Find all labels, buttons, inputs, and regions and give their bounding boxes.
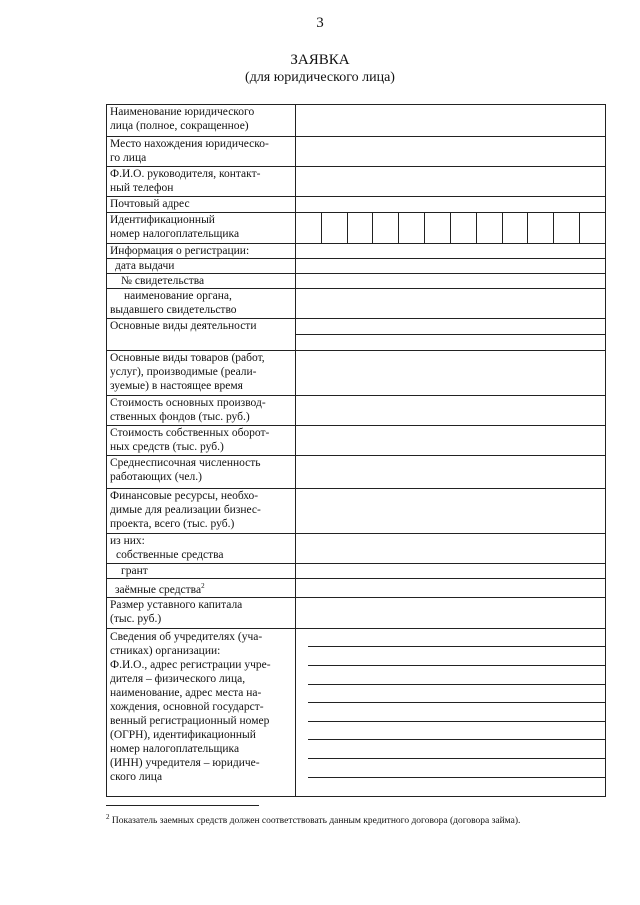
certificate-number-field[interactable]	[296, 274, 606, 289]
label-line: Ф.И.О. руководителя, контакт-	[110, 168, 261, 180]
label-line: Сведения об учредителях (уча-	[110, 630, 263, 643]
inn-digit-cell[interactable]	[554, 213, 580, 243]
borrowed-funds-field[interactable]	[296, 579, 606, 598]
form-row-issue-date	[107, 259, 606, 274]
label-line: зуемые) в настоящее время	[110, 380, 243, 392]
row-label	[107, 137, 296, 167]
form-row-own-funds	[107, 534, 606, 564]
inn-digit-cell[interactable]	[322, 213, 348, 243]
form-row-certificate-number	[107, 274, 606, 289]
label-line: Стоимость основных производ-	[110, 397, 266, 409]
activities-line[interactable]	[296, 335, 605, 350]
borrowed-funds-label: заёмные средства	[115, 583, 202, 596]
footnote-divider	[106, 805, 259, 806]
label-line: Наименование юридического	[110, 106, 255, 118]
label-line: Среднесписочная численность	[110, 457, 261, 469]
inn-digit-cells	[296, 213, 605, 243]
row-label	[107, 534, 296, 564]
label-line: Размер уставного капитала	[110, 598, 243, 611]
form-row-headcount	[107, 456, 606, 489]
row-label	[107, 456, 296, 489]
label-line: номер налогоплательщика	[110, 228, 240, 240]
inn-digit-cell[interactable]	[451, 213, 477, 243]
label-line: (ОГРН), идентификационный	[110, 728, 256, 741]
own-funds-field[interactable]	[296, 534, 606, 564]
row-label	[107, 489, 296, 534]
products-field[interactable]	[296, 351, 606, 396]
label-line: стниках) организации:	[110, 644, 221, 657]
inn-digit-cell[interactable]	[399, 213, 425, 243]
label-line: из них:	[110, 535, 145, 547]
form-row-company-name	[107, 105, 606, 137]
row-label	[107, 244, 296, 259]
label-line: номер налогоплательщика	[110, 742, 240, 755]
label-line: Идентификационный	[110, 214, 215, 226]
label-line: Стоимость собственных оборот-	[110, 427, 270, 439]
row-label	[107, 259, 296, 274]
inn-digit-cell[interactable]	[425, 213, 451, 243]
form-row-financial-resources	[107, 489, 606, 534]
footnote-marker: 2	[106, 813, 110, 821]
form-row-authorized-capital	[107, 597, 606, 628]
issuing-authority-field[interactable]	[296, 289, 606, 319]
issue-date-field[interactable]	[296, 259, 606, 274]
label-line: Почтовый адрес	[110, 198, 190, 210]
grant-field[interactable]	[296, 564, 606, 579]
label-line: ского лица	[110, 770, 163, 783]
form-row-director	[107, 167, 606, 197]
registration-info-field[interactable]	[296, 244, 606, 259]
label-line: ственных фондов (тыс. руб.)	[110, 411, 250, 423]
row-label	[107, 564, 296, 579]
founder-line[interactable]	[308, 629, 605, 648]
row-label	[107, 213, 296, 244]
form-row-location	[107, 137, 606, 167]
row-label	[107, 319, 296, 351]
label-line: Финансовые ресурсы, необхо-	[110, 490, 259, 502]
label-line: венный регистрационный номер	[110, 714, 270, 727]
label-line: наименование органа,	[124, 290, 232, 302]
director-contact-field[interactable]	[296, 167, 606, 197]
row-label	[107, 351, 296, 396]
label-line: проекта, всего (тыс. руб.)	[110, 518, 235, 530]
form-row-registration-info	[107, 244, 606, 259]
row-label	[107, 167, 296, 197]
row-label	[107, 289, 296, 319]
form-row-grant	[107, 564, 606, 579]
document-title: ЗАЯВКА	[290, 52, 350, 68]
label-line: димые для реализации бизнес-	[110, 504, 261, 516]
authorized-capital-field[interactable]	[296, 597, 606, 628]
label-line: го лица	[110, 152, 147, 164]
form-row-postal-address	[107, 197, 606, 213]
row-label	[107, 105, 296, 137]
label-line: № свидетельства	[121, 275, 205, 287]
form-row-working-capital	[107, 426, 606, 456]
label-line: работающих (чел.)	[110, 471, 202, 483]
row-label	[107, 597, 296, 628]
founder-line[interactable]	[308, 685, 605, 704]
founder-line[interactable]	[308, 666, 605, 685]
label-line	[115, 579, 293, 597]
form-row-issuing-authority	[107, 289, 606, 319]
application-form-table	[106, 104, 606, 797]
label-line: (тыс. руб.)	[110, 612, 162, 625]
form-row-main-activities	[107, 319, 606, 351]
row-label	[107, 197, 296, 213]
working-capital-field[interactable]	[296, 426, 606, 456]
company-name-field[interactable]	[296, 105, 606, 137]
label-line: дителя – физического лица,	[110, 672, 246, 685]
financial-resources-field[interactable]	[296, 489, 606, 534]
footnote-reference: 2	[201, 582, 205, 590]
founders-field[interactable]	[296, 628, 606, 796]
activities-line[interactable]	[296, 319, 605, 335]
label-line: Информация о регистрации:	[110, 245, 250, 257]
label-line: Основные виды товаров (работ,	[110, 352, 265, 364]
form-row-inn	[107, 213, 606, 244]
form-row-products	[107, 351, 606, 396]
label-line: ный телефон	[110, 182, 174, 194]
label-line: ных средств (тыс. руб.)	[110, 441, 224, 453]
founder-line[interactable]	[308, 740, 605, 759]
fixed-assets-field[interactable]	[296, 396, 606, 426]
document-subtitle: (для юридического лица)	[245, 70, 395, 85]
inn-digit-cell[interactable]	[373, 213, 399, 243]
location-field[interactable]	[296, 137, 606, 167]
label-line: хождения, основной государст-	[110, 700, 264, 713]
page-number: 3	[316, 15, 324, 31]
label-line: наименование, адрес места на-	[110, 686, 262, 699]
row-label	[107, 426, 296, 456]
inn-field[interactable]	[296, 213, 606, 244]
row-label	[107, 396, 296, 426]
row-label	[107, 628, 296, 796]
founder-line[interactable]	[308, 647, 605, 666]
founder-line[interactable]	[308, 722, 605, 741]
inn-digit-cell[interactable]	[296, 213, 322, 243]
inn-digit-cell[interactable]	[528, 213, 554, 243]
founder-line[interactable]	[308, 703, 605, 722]
footnote	[106, 813, 616, 826]
label-line: Основные виды деятельности	[110, 320, 257, 332]
label-line: выдавшего свидетельство	[110, 304, 237, 316]
label-line: услуг), производимые (реали-	[110, 366, 257, 378]
founder-line[interactable]	[308, 759, 605, 778]
row-label	[107, 274, 296, 289]
label-line: Ф.И.О., адрес регистрации учре-	[110, 658, 271, 671]
main-activities-field[interactable]	[296, 319, 606, 351]
inn-digit-cell[interactable]	[503, 213, 529, 243]
inn-digit-cell[interactable]	[477, 213, 503, 243]
row-label	[107, 579, 296, 598]
label-line: дата выдачи	[115, 260, 175, 272]
headcount-field[interactable]	[296, 456, 606, 489]
form-row-founders	[107, 628, 606, 796]
postal-address-field[interactable]	[296, 197, 606, 213]
label-line: собственные средства	[116, 549, 224, 561]
label-line: (ИНН) учредителя – юридиче-	[110, 756, 260, 769]
inn-digit-cell[interactable]	[348, 213, 374, 243]
inn-digit-cell[interactable]	[580, 213, 605, 243]
label-line: Место нахождения юридическо-	[110, 138, 269, 150]
form-row-fixed-assets	[107, 396, 606, 426]
label-line: лица (полное, сокращенное)	[110, 120, 249, 132]
label-line: грант	[121, 565, 148, 577]
footnote-text: Показатель заемных средств должен соответствовать данным кредитного договора (договора займа).	[111, 816, 521, 827]
form-row-borrowed-funds	[107, 579, 606, 598]
